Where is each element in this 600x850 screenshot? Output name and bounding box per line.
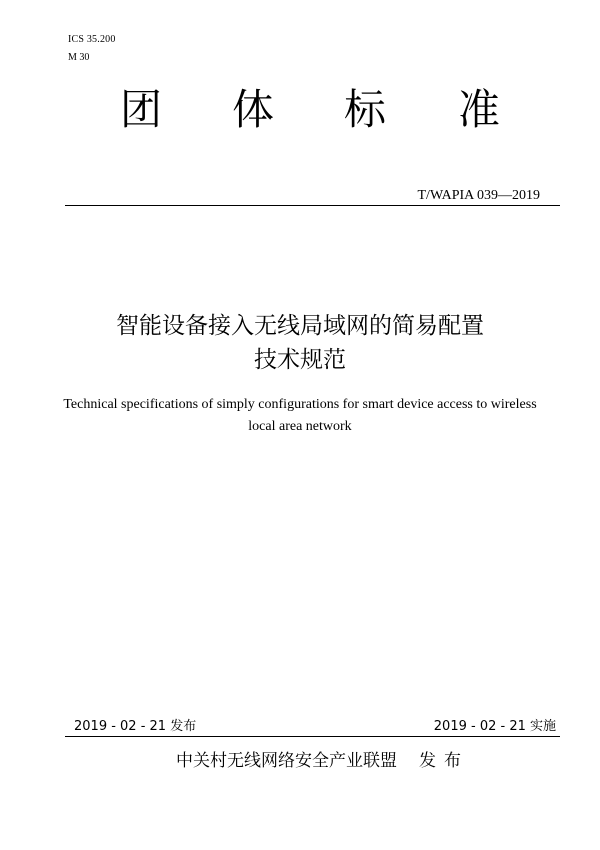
bottom-divider <box>65 736 560 737</box>
chinese-title-line-1: 智能设备接入无线局域网的简易配置 <box>116 313 484 339</box>
english-title <box>40 394 560 438</box>
standard-number: T/WAPIA 039—2019 <box>417 188 540 203</box>
top-divider <box>65 205 560 206</box>
publisher-name: 中关村无线网络安全产业联盟 <box>176 751 397 771</box>
standard-type-char-4: 准 <box>458 85 501 134</box>
standard-type-char-2: 体 <box>232 85 275 134</box>
issue-date: 2019 - 02 - 21 发布 <box>74 719 197 734</box>
chinese-title-line-2: 技术规范 <box>254 347 346 373</box>
standard-type-char-3: 标 <box>344 85 387 134</box>
publish-label: 发布 <box>419 751 469 771</box>
implementation-date: 2019 - 02 - 21 实施 <box>433 719 556 734</box>
standard-type-char-1: 团 <box>120 85 163 134</box>
ics-code: ICS 35.200 <box>68 34 116 45</box>
ccs-code: M 30 <box>68 52 90 63</box>
standard-type-heading <box>0 85 600 135</box>
english-title-line-1: Technical specifications of simply configurations for smart device access to wireless <box>63 397 537 412</box>
chinese-title <box>0 309 600 377</box>
english-title-line-2: local area network <box>248 419 352 434</box>
